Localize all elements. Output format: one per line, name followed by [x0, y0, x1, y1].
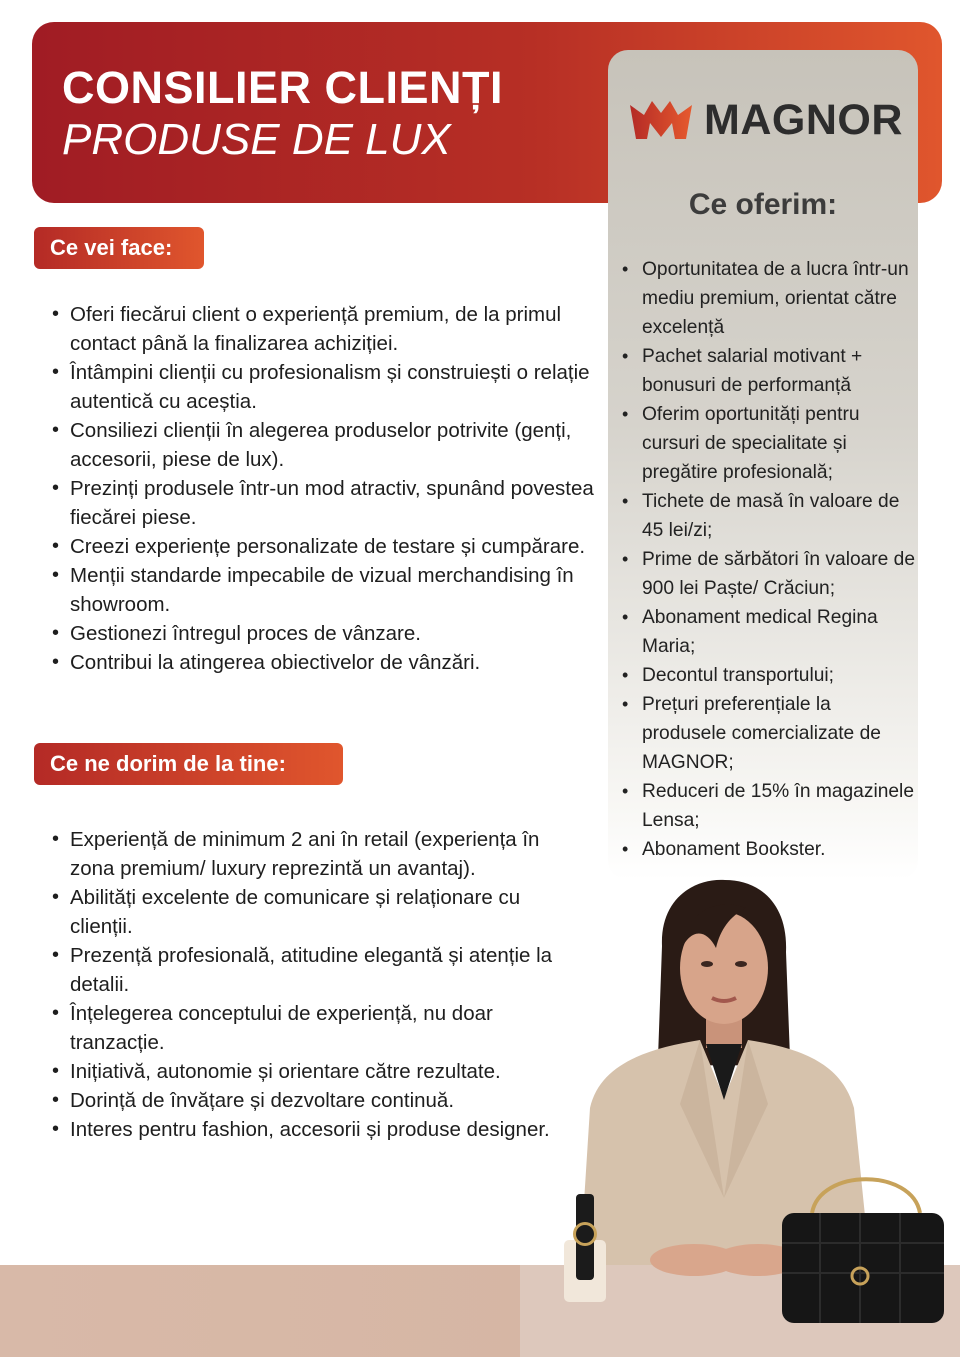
list-item: • Oferim oportunități pentru cursuri de specialitate și pregătire profesională;	[608, 400, 918, 487]
list-item: • Dorință de învățare și dezvoltare continuă.	[36, 1086, 556, 1115]
requirements-heading: Ce ne dorim de la tine:	[34, 743, 343, 785]
requirements-list	[36, 825, 556, 1144]
list-item: • Abilități excelente de comunicare și relaționare cu clienții.	[36, 883, 556, 941]
list-item: • Reduceri de 15% în magazinele Lensa;	[608, 777, 918, 835]
list-item: • Abonament medical Regina Maria;	[608, 603, 918, 661]
list-item: • Gestionezi întregul proces de vânzare.	[36, 619, 596, 648]
page-subtitle: PRODUSE DE LUX	[62, 115, 451, 164]
list-item: • Creezi experiențe personalizate de testare și cumpărare.	[36, 532, 596, 561]
list-item: • Oportunitatea de a lucra într-un mediu premium, orientat către excelență	[608, 255, 918, 342]
list-item: • Experiență de minimum 2 ani în retail (experiența în zona premium/ luxury reprezintă un avantaj).	[36, 825, 556, 883]
list-item: • Abonament Bookster.	[608, 835, 918, 864]
brand-logo	[628, 92, 903, 148]
list-item: • Întâmpini clienții cu profesionalism și construiești o relație autentică cu aceștia.	[36, 358, 596, 416]
list-item: • Contribui la atingerea obiectivelor de vânzări.	[36, 648, 596, 677]
brand-name: MAGNOR	[704, 95, 903, 144]
list-item: • Prezență profesională, atitudine elegantă și atenție la detalii.	[36, 941, 556, 999]
page-title: CONSILIER CLIENȚI	[62, 62, 504, 113]
consultant-photo	[520, 868, 960, 1357]
list-item: • Prime de sărbători în valoare de 900 lei Paște/ Crăciun;	[608, 545, 918, 603]
list-item: • Pachet salarial motivant + bonusuri de performanță	[608, 342, 918, 400]
crown-m-logo-icon	[628, 97, 694, 143]
tasks-list	[36, 300, 596, 677]
list-item: • Înțelegerea conceptului de experiență, nu doar tranzacție.	[36, 999, 556, 1057]
list-item: • Tichete de masă în valoare de 45 lei/zi;	[608, 487, 918, 545]
list-item: • Inițiativă, autonomie și orientare către rezultate.	[36, 1057, 556, 1086]
list-item: • Oferi fiecărui client o experiență premium, de la primul contact până la finalizarea achiziției.	[36, 300, 596, 358]
offers-heading: Ce oferim:	[688, 188, 838, 221]
list-item: • Menții standarde impecabile de vizual merchandising în showroom.	[36, 561, 596, 619]
list-item: • Decontul transportului;	[608, 661, 918, 690]
list-item: • Interes pentru fashion, accesorii și produse designer.	[36, 1115, 556, 1144]
list-item: • Prețuri preferențiale la produsele comercializate de MAGNOR;	[608, 690, 918, 777]
list-item: • Consiliezi clienții în alegerea produselor potrivite (genți, accesorii, piese de lux).	[36, 416, 596, 474]
tasks-heading: Ce vei face:	[34, 227, 204, 269]
offers-list	[608, 255, 918, 864]
list-item: • Prezinți produsele într-un mod atractiv, spunând povestea fiecărei piese.	[36, 474, 596, 532]
